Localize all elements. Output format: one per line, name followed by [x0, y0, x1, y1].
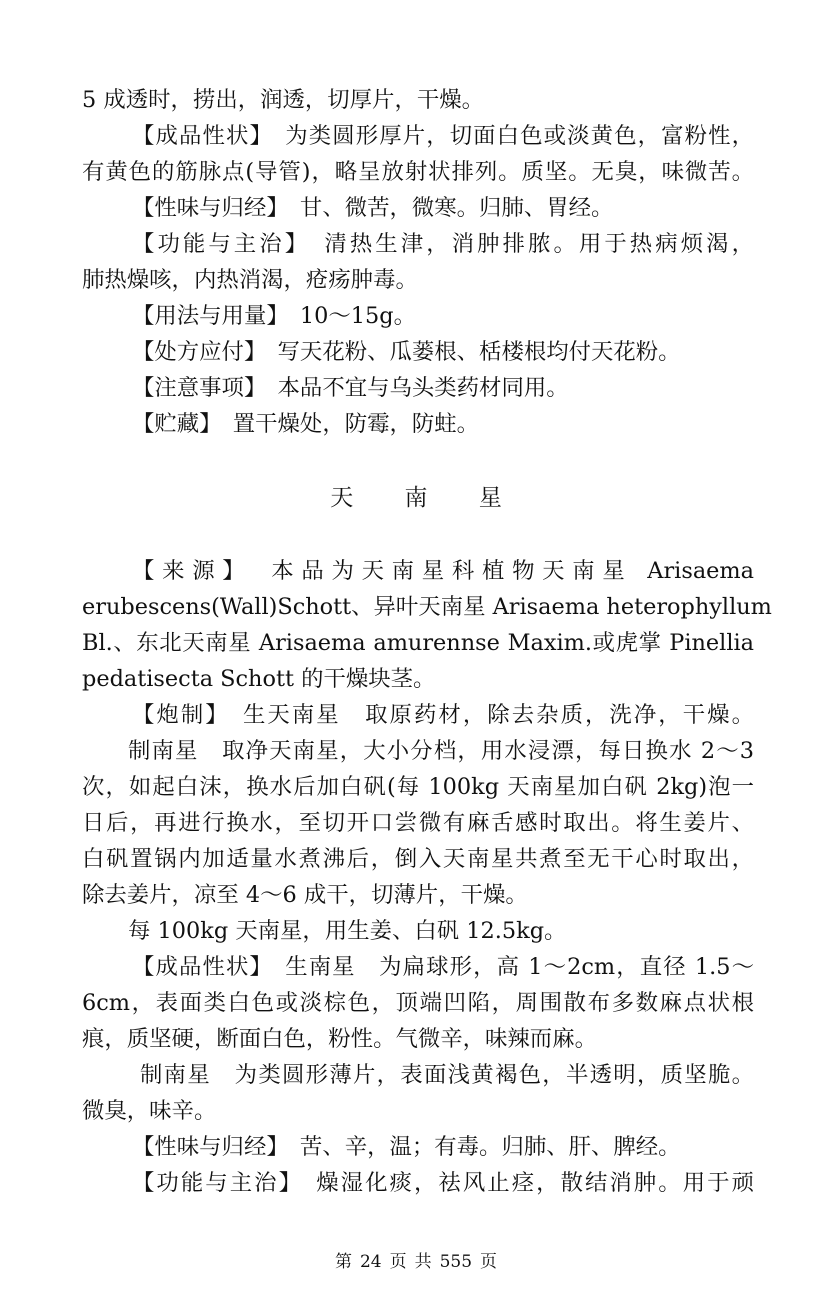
text-line: 每 100kg 天南星，用生姜、白矾 12.5kg。: [128, 918, 567, 944]
text-line: 【性味与归经】 甘、微苦，微寒。归肺、胃经。: [132, 195, 614, 221]
text-line: 【性味与归经】 苦、辛，温；有毒。归肺、肝、脾经。: [132, 1134, 681, 1160]
text-line: 制南星 为类圆形薄片，表面浅黄褐色，半透明，质坚脆。: [140, 1062, 754, 1088]
text-line: 除去姜片，凉至 4～6 成干，切薄片，干燥。: [82, 882, 528, 908]
text-line: 白矾置锅内加适量水煮沸后，倒入天南星共煮至无干心时取出，: [82, 846, 754, 872]
text-line: 【处方应付】 写天花粉、瓜蒌根、栝楼根均付天花粉。: [132, 339, 681, 365]
text-line: 【用法与用量】 10～15g。: [132, 303, 417, 329]
section-title-char: 星: [478, 485, 502, 511]
page-number: 24: [359, 1252, 382, 1272]
text-line: 【成品性状】 生南星 为扁球形，高 1～2cm，直径 1.5～: [132, 954, 754, 980]
text-line: 微臭，味辛。: [82, 1098, 217, 1124]
page-total: 555: [439, 1252, 473, 1272]
text-line: 5 成透时，捞出，润透，切厚片，干燥。: [82, 87, 485, 113]
text-line: 6cm，表面类白色或淡棕色，顶端凹陷，周围散布多数麻点状根: [82, 990, 754, 1016]
text-line: pedatisecta Schott 的干燥块茎。: [82, 666, 436, 692]
text-line: 【注意事项】 本品不宜与乌头类药材同用。: [132, 375, 569, 401]
text-line: erubescens(Wall)Schott、异叶天南星 Arisaema heterophyllum: [82, 594, 772, 620]
text-line: 【来源】 本品为天南星科植物天南星 Arisaema: [132, 558, 754, 584]
text-line: 【功能与主治】 燥湿化痰，祛风止痉，散结消肿。用于顽: [132, 1170, 754, 1196]
footer-label: 共: [414, 1252, 432, 1272]
text-line: 日后，再进行换水，至切开口尝微有麻舌感时取出。将生姜片、: [82, 810, 754, 836]
text-line: 【功能与主治】 清热生津，消肿排脓。用于热病烦渴，: [132, 231, 754, 257]
text-line: 【贮藏】 置干燥处，防霉，防蛀。: [132, 411, 480, 437]
footer-label: 页: [480, 1252, 498, 1272]
section-title: [0, 480, 832, 516]
text-line: 有黄色的筋脉点(导管)，略呈放射状排列。质坚。无臭，味微苦。: [82, 159, 754, 185]
section-title-char: 天: [330, 485, 354, 511]
footer-label: 页: [389, 1252, 407, 1272]
text-line: 制南星 取净天南星，大小分档，用水浸漂，每日换水 2～3: [128, 738, 754, 764]
text-line: 【炮制】 生天南星 取原药材，除去杂质，洗净，干燥。: [132, 702, 754, 728]
text-line: 痕，质坚硬，断面白色，粉性。气微辛，味辣而麻。: [82, 1026, 597, 1052]
page-footer: [0, 1250, 832, 1274]
footer-label: 第: [334, 1252, 352, 1272]
text-line: 肺热燥咳，内热消渴，疮疡肿毒。: [82, 267, 418, 293]
text-line: 【成品性状】 为类圆形厚片，切面白色或淡黄色，富粉性，: [132, 123, 754, 149]
text-line: Bl.、东北天南星 Arisaema amurennse Maxim.或虎掌 Pinellia: [82, 630, 754, 656]
text-line: 次，如起白沫，换水后加白矾(每 100kg 天南星加白矾 2kg)泡一: [82, 774, 754, 800]
section-title-char: 南: [404, 485, 428, 511]
